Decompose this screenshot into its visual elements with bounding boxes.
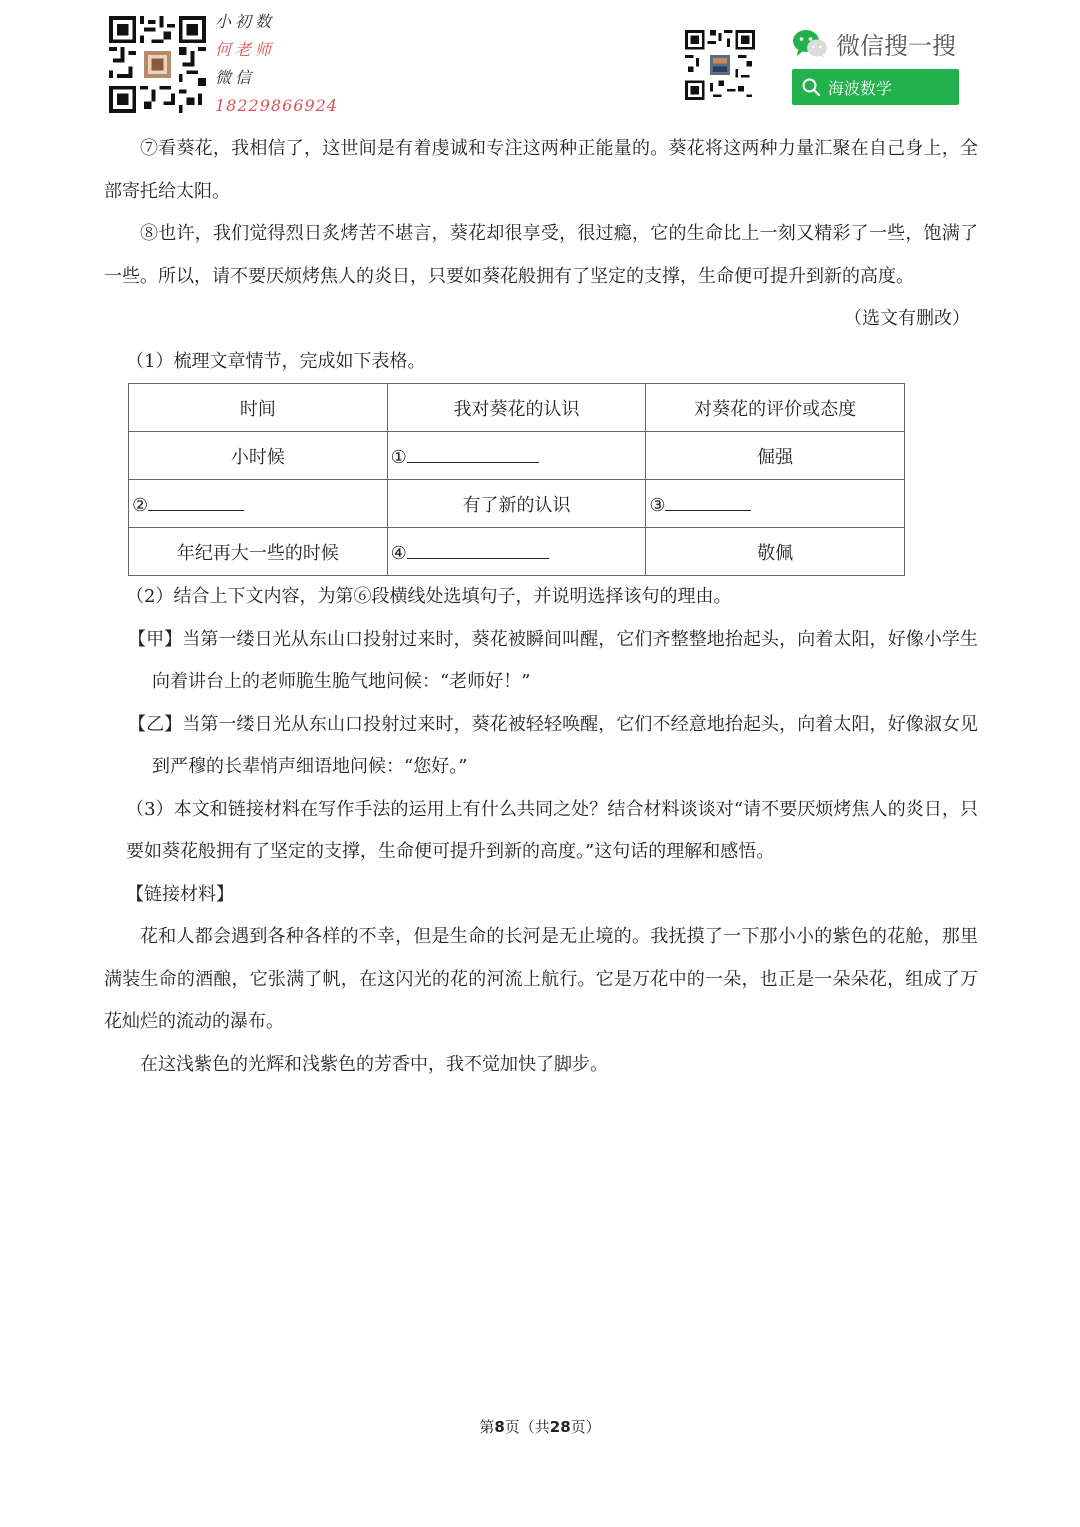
footer-prefix: 第 [479,1418,495,1436]
blank-label: ② [132,494,149,516]
contact-handwriting [215,8,338,120]
paragraph-8: ⑧也许，我们觉得烈日炙烤苦不堪言，葵花却很享受，很过瘾，它的生命比上一刻又精彩了一些，饱满了一些。所以，请不要厌烦烤焦人的炎日，只要如葵花般拥有了坚定的支撑，生命便可提升到新的高度。 [104,223,978,287]
table-cell: 倔强 [646,432,905,480]
question-1: （1）梳理文章情节，完成如下表格。 [126,350,426,372]
answer-blank[interactable] [148,492,244,511]
document-body [104,128,978,1086]
wechat-search-button[interactable] [792,69,959,105]
link-paragraph-1: 花和人都会遇到各种各样的不幸，但是生命的长河是无止境的。我抚摸了一下那小小的紫色的花舱，那里满装生命的酒酿，它张满了帆，在这闪光的花的河流上航行。它是万花中的一朵，也正是一朵朵花，组成了万花灿烂的流动的瀑布。 [104,926,978,1032]
table-row [129,528,905,576]
table-row [129,432,905,480]
footer-page-number: 8 [494,1418,505,1436]
table-header-cell: 我对葵花的认识 [387,384,646,432]
wechat-search-button-label: 海波数学 [828,78,893,98]
answer-blank[interactable] [407,444,539,463]
hw-phone: 18229866924 [215,96,338,115]
answer-blank[interactable] [665,492,751,511]
link-paragraph-2: 在这浅紫色的光辉和浅紫色的芳香中，我不觉加快了脚步。 [140,1053,608,1075]
table-header-cell: 对葵花的评价或态度 [646,384,905,432]
blank-label: ① [390,446,407,468]
paragraph-7: ⑦看葵花，我相信了，这世间是有着虔诚和专注这两种正能量的。葵花将这两种力量汇聚在自己身上，全部寄托给太阳。 [104,138,978,202]
qr-code-icon [685,30,755,100]
blank-label: ③ [649,494,666,516]
table-row [129,480,905,528]
link-material-title: 【链接材料】 [126,883,234,905]
table-header-cell: 时间 [129,384,388,432]
source-note: （选文有删改） [844,308,970,329]
hw-line-2: 何老师 [215,40,276,59]
hw-line-3: 微信 [215,68,256,87]
option-yi: 【乙】当第一缕日光从东山口投射过来时，葵花被轻轻唤醒，它们不经意地抬起头，向着太阳，好像淑女见到严穆的长辈悄声细语地问候：“您好。” [128,713,978,777]
page-header [0,0,1080,125]
table-cell-blank[interactable] [387,432,646,480]
table-cell: 有了新的认识 [387,480,646,528]
table-cell: 年纪再大一些的时候 [129,528,388,576]
table-header-row [129,384,905,432]
table-cell-blank[interactable] [646,480,905,528]
answer-blank[interactable] [407,540,549,559]
plot-table [128,383,905,576]
option-jia: 【甲】当第一缕日光从东山口投射过来时，葵花被瞬间叫醒，它们齐整整地抬起头，向着太阳，好像小学生向着讲台上的老师脆生脆气地问候：“老师好！” [128,628,978,692]
footer-suffix: 页） [570,1418,601,1436]
blank-label: ④ [390,542,407,564]
search-icon [802,78,820,96]
footer-mid: 页（共 [504,1418,550,1436]
wechat-search-label: 微信搜一搜 [836,32,956,60]
hw-line-1: 小初数 [215,12,276,31]
wechat-search-title [792,26,956,61]
question-3: （3）本文和链接材料在写作手法的运用上有什么共同之处？结合材料谈谈对“请不要厌烦烤焦人的炎日，只要如葵花般拥有了坚定的支撑，生命便可提升到新的高度。”这句话的理解和感悟。 [126,798,978,862]
question-2: （2）结合上下文内容，为第⑥段横线处选填句子，并说明选择该句的理由。 [126,586,732,607]
wechat-icon [792,29,828,59]
page-footer [0,1416,1080,1437]
table-cell: 小时候 [129,432,388,480]
table-cell-blank[interactable] [387,528,646,576]
footer-page-total: 28 [549,1418,571,1436]
table-cell: 敬佩 [646,528,905,576]
table-cell-blank[interactable] [129,480,388,528]
qr-code-icon [109,16,206,113]
